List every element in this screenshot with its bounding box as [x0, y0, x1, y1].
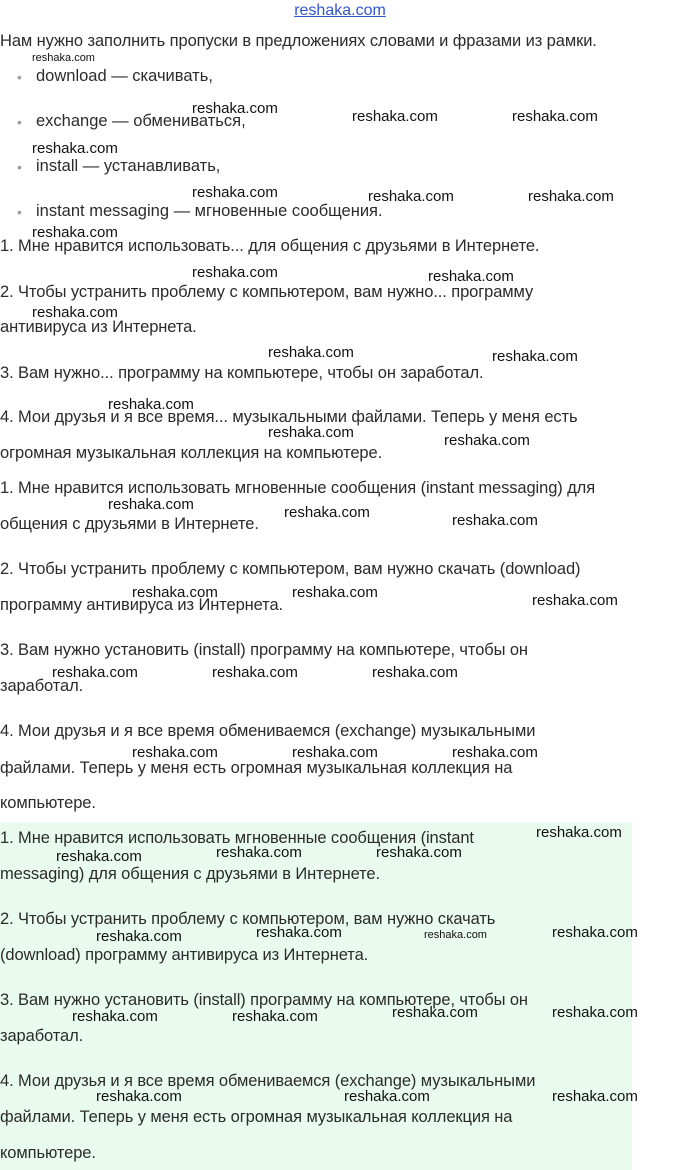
watermark: reshaka.com	[216, 844, 302, 861]
watermark: reshaka.com	[192, 100, 278, 117]
answer-1-line-2: общения с друзьями в Интернете.	[0, 515, 259, 533]
watermark: reshaka.com	[192, 184, 278, 201]
watermark: reshaka.com	[492, 348, 578, 365]
task-2-line-2: антивируса из Интернета.	[0, 318, 197, 336]
watermark: reshaka.com	[108, 496, 194, 513]
watermark: reshaka.com	[552, 1088, 638, 1105]
watermark: reshaka.com	[132, 584, 218, 601]
final-answer-1-line-1: 1. Мне нравится использовать мгновенные сообщения (instant	[0, 829, 474, 847]
header-site-link[interactable]: reshaka.com	[294, 2, 386, 19]
answer-3-line-2: заработал.	[0, 677, 84, 695]
final-answer-3-line-2: заработал.	[0, 1027, 84, 1045]
task-1: 1. Мне нравится использовать... для общения с друзьями в Интернете.	[0, 237, 540, 255]
watermark: reshaka.com	[212, 664, 298, 681]
final-answer-3-line-1: 3. Вам нужно установить (install) программу на компьютере, чтобы он	[0, 991, 528, 1009]
watermark: reshaka.com	[256, 924, 342, 941]
vocab-item-download: download — скачивать,	[36, 67, 213, 85]
watermark: reshaka.com	[232, 1008, 318, 1025]
watermark: reshaka.com	[552, 924, 638, 941]
watermark: reshaka.com	[132, 744, 218, 761]
task-3: 3. Вам нужно... программу на компьютере, чтобы он заработал.	[0, 364, 484, 382]
final-answer-4-line-2: файлами. Теперь у меня есть огромная музыкальная коллекция на	[0, 1108, 513, 1126]
task-2-line-1: 2. Чтобы устранить проблему с компьютером, вам нужно... программу	[0, 283, 534, 301]
answer-2-line-1: 2. Чтобы устранить проблему с компьютером, вам нужно скачать (download)	[0, 560, 581, 578]
watermark: reshaka.com	[452, 744, 538, 761]
watermark: reshaka.com	[372, 664, 458, 681]
watermark: reshaka.com	[344, 1088, 430, 1105]
watermark: reshaka.com	[32, 304, 118, 321]
bullet-icon: •	[17, 204, 22, 220]
final-answer-4-line-3: компьютере.	[0, 1144, 96, 1162]
vocab-item-instant-messaging: instant messaging — мгновенные сообщения.	[36, 202, 383, 220]
vocab-item-install: install — устанавливать,	[36, 157, 221, 175]
final-answer-2-line-1: 2. Чтобы устранить проблему с компьютером, вам нужно скачать	[0, 910, 496, 928]
watermark: reshaka.com	[108, 396, 194, 413]
vocab-item-exchange: exchange — обмениваться,	[36, 112, 246, 130]
watermark: reshaka.com	[452, 512, 538, 529]
intro-text: Нам нужно заполнить пропуски в предложениях словами и фразами из рамки.	[0, 32, 597, 50]
bullet-icon: •	[17, 114, 22, 130]
watermark: reshaka.com	[96, 1088, 182, 1105]
watermark: reshaka.com	[292, 584, 378, 601]
task-4-line-2: огромная музыкальная коллекция на компьютере.	[0, 444, 383, 462]
watermark: reshaka.com	[512, 108, 598, 125]
watermark: reshaka.com	[32, 52, 95, 64]
watermark: reshaka.com	[424, 929, 487, 941]
answer-4-line-2: файлами. Теперь у меня есть огромная музыкальная коллекция на	[0, 759, 513, 777]
watermark: reshaka.com	[96, 928, 182, 945]
final-answer-1-line-2: messaging) для общения с друзьями в Интернете.	[0, 865, 380, 883]
answer-4-line-1: 4. Мои друзья и я все время обмениваемся (exchange) музыкальными	[0, 722, 536, 740]
watermark: reshaka.com	[32, 224, 118, 241]
watermark: reshaka.com	[192, 264, 278, 281]
final-answer-2-line-2: (download) программу антивируса из Интернета.	[0, 946, 369, 964]
watermark: reshaka.com	[352, 108, 438, 125]
watermark: reshaka.com	[536, 824, 622, 841]
watermark: reshaka.com	[376, 844, 462, 861]
watermark: reshaka.com	[392, 1004, 478, 1021]
bullet-icon: •	[17, 159, 22, 175]
watermark: reshaka.com	[268, 424, 354, 441]
answer-3-line-1: 3. Вам нужно установить (install) программу на компьютере, чтобы он	[0, 641, 528, 659]
watermark: reshaka.com	[284, 504, 370, 521]
bullet-icon: •	[17, 69, 22, 85]
final-answer-4-line-1: 4. Мои друзья и я все время обмениваемся (exchange) музыкальными	[0, 1072, 536, 1090]
watermark: reshaka.com	[268, 344, 354, 361]
watermark: reshaka.com	[368, 188, 454, 205]
watermark: reshaka.com	[532, 592, 618, 609]
watermark: reshaka.com	[52, 664, 138, 681]
watermark: reshaka.com	[528, 188, 614, 205]
answer-2-line-2: программу антивируса из Интернета.	[0, 596, 284, 614]
watermark: reshaka.com	[32, 140, 118, 157]
watermark: reshaka.com	[552, 1004, 638, 1021]
watermark: reshaka.com	[292, 744, 378, 761]
answer-4-line-3: компьютере.	[0, 794, 96, 812]
answer-1-line-1: 1. Мне нравится использовать мгновенные сообщения (instant messaging) для	[0, 479, 596, 497]
watermark: reshaka.com	[444, 432, 530, 449]
watermark: reshaka.com	[428, 268, 514, 285]
watermark: reshaka.com	[72, 1008, 158, 1025]
watermark: reshaka.com	[56, 848, 142, 865]
task-4-line-1: 4. Мои друзья и я все время... музыкальными файлами. Теперь у меня есть	[0, 408, 578, 426]
